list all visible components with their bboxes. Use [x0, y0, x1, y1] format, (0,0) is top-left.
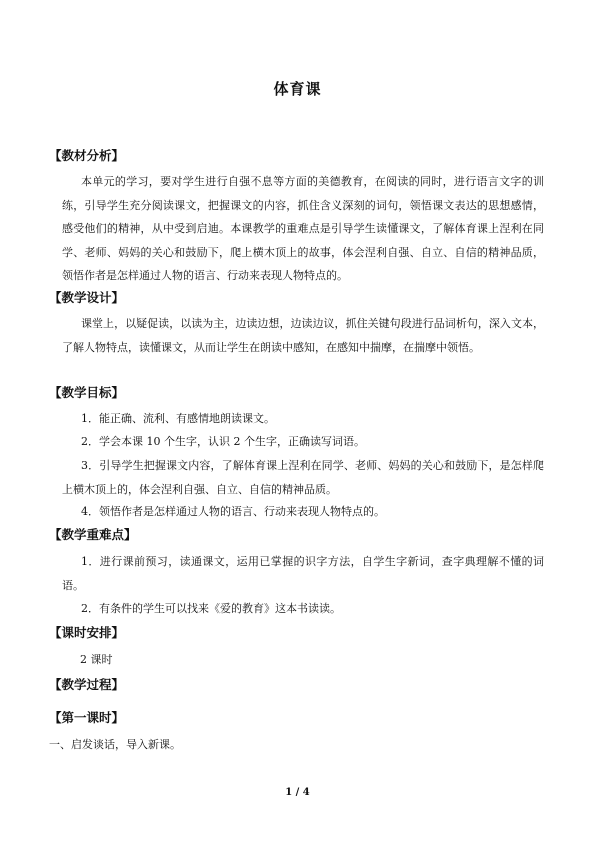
section-heading-process: 【教学过程】	[49, 677, 125, 692]
section-heading-design: 【教学设计】	[49, 290, 125, 305]
goal-item: 3．引导学生把握课文内容，了解体育课上涅利在同学、老师、妈妈的关心和鼓励下，是怎样爬上横木顶上的，体会涅利自强、自立、自信的精神品质。	[62, 459, 544, 496]
page-number: 1 / 4	[285, 787, 310, 798]
schedule-text: 2 课时	[80, 653, 113, 666]
design-paragraph: 课堂上，以疑促读，以读为主，边读边想，边读边议，抓住关键句段进行品词析句，深入文本，了解人物特点，读懂课文，从而让学生在朗读中感知，在感知中揣摩，在揣摩中领悟。	[62, 317, 544, 354]
page-title: 体育课	[273, 80, 322, 98]
section-heading-first-lesson: 【第一课时】	[49, 710, 125, 725]
section-heading-goals: 【教学目标】	[49, 385, 125, 400]
difficulty-item: 2．有条件的学生可以找来《爱的教育》这本书读读。	[81, 602, 341, 615]
section-heading-difficulties: 【教学重难点】	[49, 527, 137, 542]
difficulty-item: 1．进行课前预习，读通课文，运用已掌握的识字方法，自学生字新词，查字典理解不懂的词语。	[62, 555, 544, 592]
section-heading-schedule: 【课时安排】	[49, 625, 125, 640]
goal-item: 2．学会本课 10 个生字，认识 2 个生字，正确读写词语。	[81, 435, 365, 448]
goal-item: 1．能正确、流利、有感情地朗读课文。	[81, 412, 275, 425]
goal-item: 4．领悟作者是怎样通过人物的语言、行动来表现人物特点的。	[81, 505, 385, 518]
first-lesson-text: 一、启发谈话，导入新课。	[49, 738, 181, 751]
analysis-paragraph: 本单元的学习，要对学生进行自强不息等方面的美德教育，在阅读的同时，进行语言文字的训练，引导学生充分阅读课文，把握课文的内容，抓住含义深刻的词句，领悟课文表达的思想感情，感受他们的精神，从中受到启迪。本课教学的重难点是引导学生读懂课文，了解体育课上涅利在同学、老师、妈妈的关心和鼓励下，爬上横木顶上的故事，体会涅利自强、自立、自信的精神品质，领悟作者是怎样通过人物的语言、行动来表现人物特点的。	[62, 175, 544, 282]
section-heading-analysis: 【教材分析】	[49, 148, 125, 163]
